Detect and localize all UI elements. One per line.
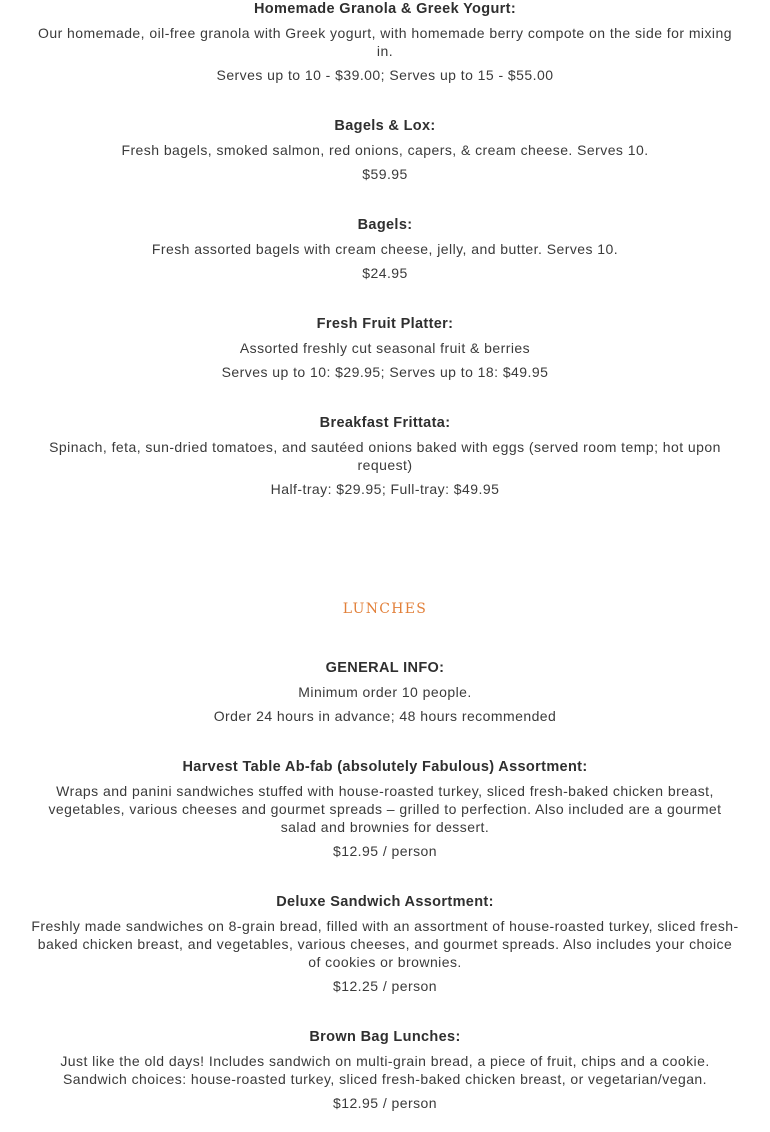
section-heading-lunches: LUNCHES bbox=[342, 601, 428, 617]
menu-item-price: $12.95 / person bbox=[332, 843, 438, 859]
general-info-line: Minimum order 10 people. bbox=[298, 684, 472, 700]
menu-item-price: $24.95 bbox=[362, 265, 408, 281]
menu-item-title: Brown Bag Lunches: bbox=[309, 1029, 461, 1045]
menu-item-title: Bagels & Lox: bbox=[334, 118, 436, 134]
menu-item-price: $59.95 bbox=[362, 166, 408, 182]
menu-item-bagels bbox=[30, 216, 740, 282]
menu-item-description: Assorted freshly cut seasonal fruit & berries bbox=[239, 340, 531, 356]
general-info-title: GENERAL INFO: bbox=[325, 660, 445, 676]
menu-item-title: Harvest Table Ab-fab (absolutely Fabulous) Assortment: bbox=[182, 759, 588, 775]
menu-item-description: Wraps and panini sandwiches stuffed with house-roasted turkey, sliced fresh-baked chicken breast, vegetables, various cheeses and gourmet spreads – grilled to perfection. Also included are a gourmet salad and brownies for dessert. bbox=[48, 783, 722, 835]
general-info-line: Order 24 hours in advance; 48 hours recommended bbox=[213, 708, 557, 724]
menu-item-title: Breakfast Frittata: bbox=[319, 415, 451, 431]
menu-item-breakfast-frittata bbox=[30, 414, 740, 498]
menu-item-title: Deluxe Sandwich Assortment: bbox=[276, 894, 494, 910]
menu-item-granola-yogurt bbox=[30, 0, 740, 84]
menu-item-price: Half-tray: $29.95; Full-tray: $49.95 bbox=[270, 481, 500, 497]
menu-item-description: Just like the old days! Includes sandwich on multi-grain bread, a piece of fruit, chips and a cookie. Sandwich choices: house-roasted turkey, sliced fresh-baked chicken breast, or vegetarian/vegan. bbox=[60, 1053, 710, 1087]
menu-item-description: Fresh bagels, smoked salmon, red onions, capers, & cream cheese. Serves 10. bbox=[121, 142, 649, 158]
menu-item-deluxe-sandwich-assortment bbox=[30, 893, 740, 995]
menu-item-price: Serves up to 10: $29.95; Serves up to 18: $49.95 bbox=[221, 364, 549, 380]
menu-item-description: Spinach, feta, sun-dried tomatoes, and sautéed onions baked with eggs (served room temp; hot upon request) bbox=[49, 439, 721, 473]
menu-item-description: Our homemade, oil-free granola with Greek yogurt, with homemade berry compote on the side for mixing in. bbox=[38, 25, 732, 59]
menu-item-price: $12.25 / person bbox=[332, 978, 438, 994]
menu-item-title: Bagels: bbox=[357, 217, 413, 233]
menu-item-brown-bag-lunches bbox=[30, 1028, 740, 1112]
menu-item-description: Freshly made sandwiches on 8-grain bread, filled with an assortment of house-roasted turkey, sliced fresh-baked chicken breast, and vegetables, various cheeses, and gourmet spreads. Also includes your choice of cookies or brownies. bbox=[31, 918, 739, 970]
menu-item-bagels-lox bbox=[30, 117, 740, 183]
menu-item-harvest-table-assortment bbox=[30, 758, 740, 860]
menu-item-price: $12.95 / person bbox=[332, 1095, 438, 1111]
menu-item-fruit-platter bbox=[30, 315, 740, 381]
menu-item-title: Fresh Fruit Platter: bbox=[316, 316, 454, 332]
menu-item-description: Fresh assorted bagels with cream cheese, jelly, and butter. Serves 10. bbox=[151, 241, 619, 257]
menu-item-title: Homemade Granola & Greek Yogurt: bbox=[253, 1, 517, 17]
menu-item-price: Serves up to 10 - $39.00; Serves up to 15 - $55.00 bbox=[216, 67, 554, 83]
general-info-block bbox=[30, 659, 740, 725]
